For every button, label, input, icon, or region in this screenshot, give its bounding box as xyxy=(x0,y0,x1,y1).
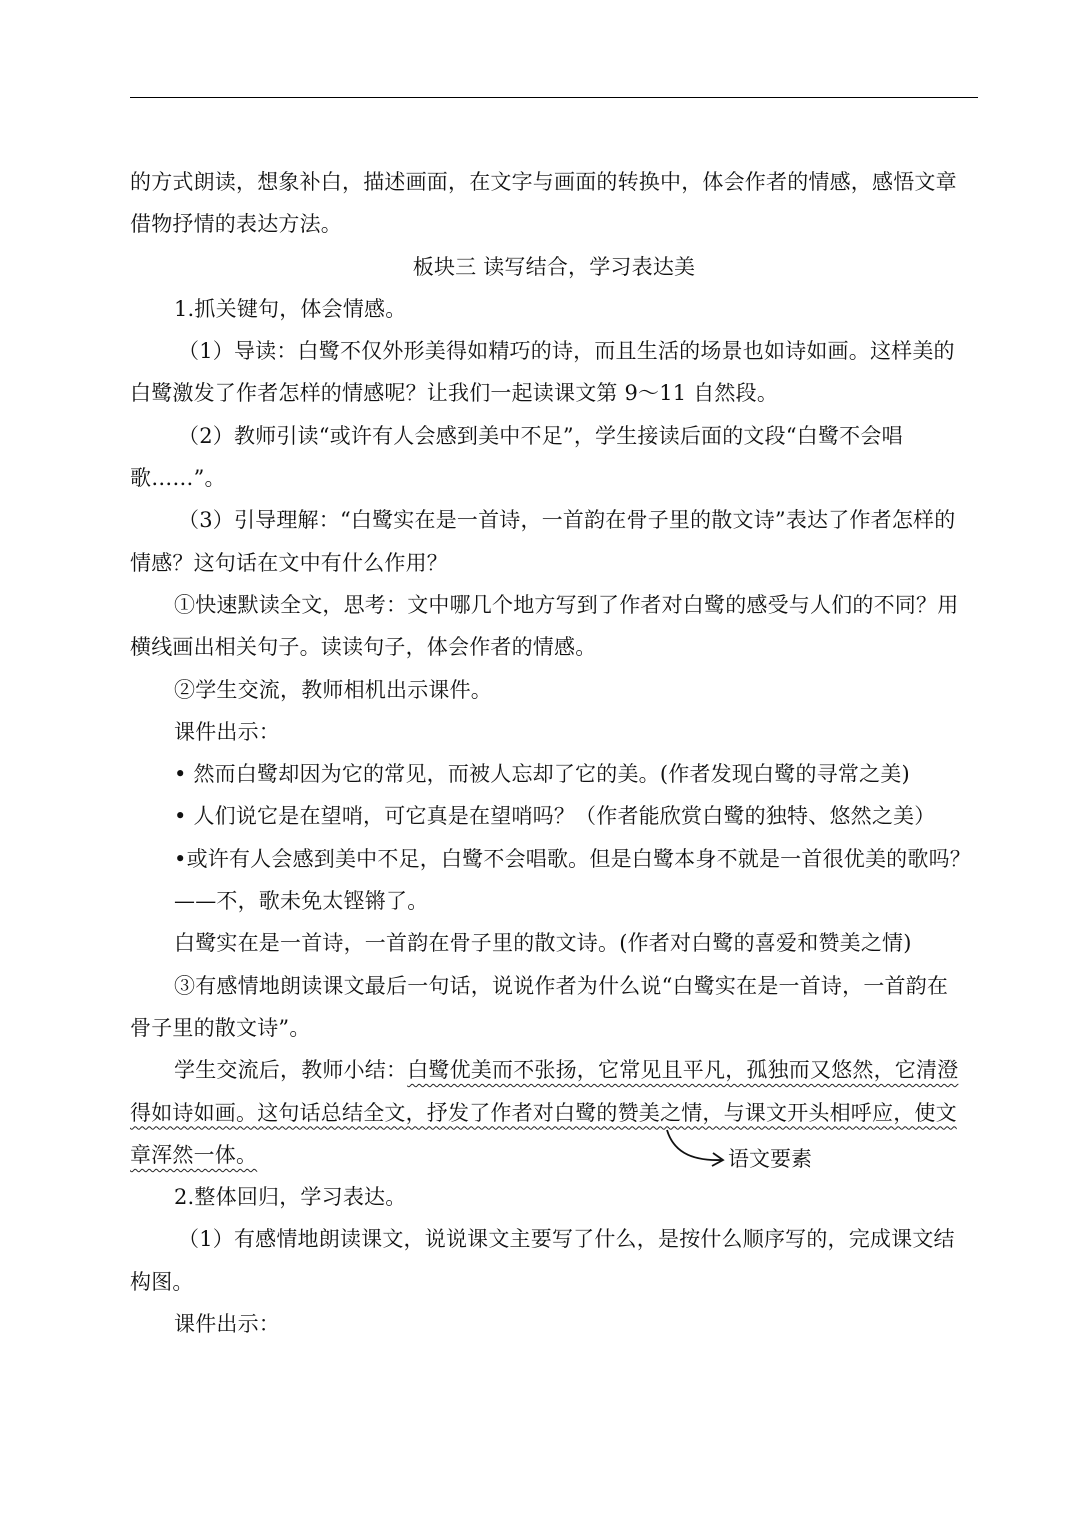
paragraph-line: （2）教师引读“或许有人会感到美中不足”，学生接读后面的文段“白鹭不会唱 xyxy=(178,423,903,448)
paragraph-line: 白鹭实在是一首诗，一首韵在骨子里的散文诗。(作者对白鹭的喜爱和赞美之情) xyxy=(174,931,912,956)
summary-highlight: 白鹭优美而不张扬，它常见且平凡，孤独而又悠然，它清澄 xyxy=(407,1058,959,1083)
summary-highlight: 章浑然一体。 xyxy=(130,1142,258,1167)
margin-note xyxy=(665,1128,865,1188)
paragraph-line: ②学生交流，教师相机出示课件。 xyxy=(174,677,492,702)
paragraph-line: （1）导读：白鹭不仅外形美得如精巧的诗，而且生活的场景也如诗如画。这样美的 xyxy=(178,339,955,364)
paragraph-line: 情感？这句话在文中有什么作用？ xyxy=(130,550,448,575)
slide-label: 课件出示： xyxy=(174,1312,280,1337)
curved-arrow-icon xyxy=(665,1128,735,1178)
paragraph-line: 白鹭激发了作者怎样的情感呢？让我们一起读课文第 9～11 自然段。 xyxy=(130,381,779,406)
step-heading: 1.抓关键句，体会情感。 xyxy=(174,296,407,321)
summary-highlight: 得如诗如画。这句话总结全文，抒发了作者对白鹭的赞美之情，与课文开头相呼应，使文 xyxy=(130,1100,957,1125)
paragraph-line: 歌……”。 xyxy=(130,466,226,491)
header-rule xyxy=(130,97,978,98)
bullet-item: •或许有人会感到美中不足，白鹭不会唱歌。但是白鹭本身不就是一首很优美的歌吗？ xyxy=(174,846,971,871)
paragraph-line: 的方式朗读，想象补白，描述画面，在文字与画面的转换中，体会作者的情感，感悟文章 xyxy=(130,170,957,194)
bullet-item: • 然而白鹭却因为它的常见，而被人忘却了它的美。(作者发现白鹭的寻常之美) xyxy=(174,762,910,787)
paragraph-line: （1）有感情地朗读课文，说说课文主要写了什么，是按什么顺序写的，完成课文结 xyxy=(178,1227,955,1252)
bullet-item: • 人们说它是在望哨，可它真是在望哨吗？（作者能欣赏白鹭的独特、悠然之美） xyxy=(174,804,936,829)
summary-prefix: 学生交流后，教师小结： xyxy=(174,1058,408,1083)
note-label: 语文要素 xyxy=(728,1147,812,1171)
paragraph-line: 构图。 xyxy=(130,1269,194,1294)
paragraph-line: （3）引导理解：“白鹭实在是一首诗，一首韵在骨子里的散文诗”表达了作者怎样的 xyxy=(178,508,956,533)
paragraph-line: 骨子里的散文诗”。 xyxy=(130,1015,311,1040)
step-heading: 2.整体回归，学习表达。 xyxy=(174,1185,407,1210)
paragraph-line: 借物抒情的表达方法。 xyxy=(130,212,342,237)
paragraph-line: ——不，歌未免太铿锵了。 xyxy=(174,889,429,914)
paragraph-line: ①快速默读全文，思考：文中哪几个地方写到了作者对白鹭的感受与人们的不同？用 xyxy=(174,592,959,617)
section-heading: 板块三 读写结合，学习表达美 xyxy=(412,254,696,279)
slide-label: 课件出示： xyxy=(174,719,280,744)
summary-line xyxy=(130,1049,978,1091)
paragraph-line: ③有感情地朗读课文最后一句话，说说作者为什么说“白鹭实在是一首诗，一首韵在 xyxy=(174,973,949,998)
paragraph-line: 横线画出相关句子。读读句子，体会作者的情感。 xyxy=(130,635,597,660)
